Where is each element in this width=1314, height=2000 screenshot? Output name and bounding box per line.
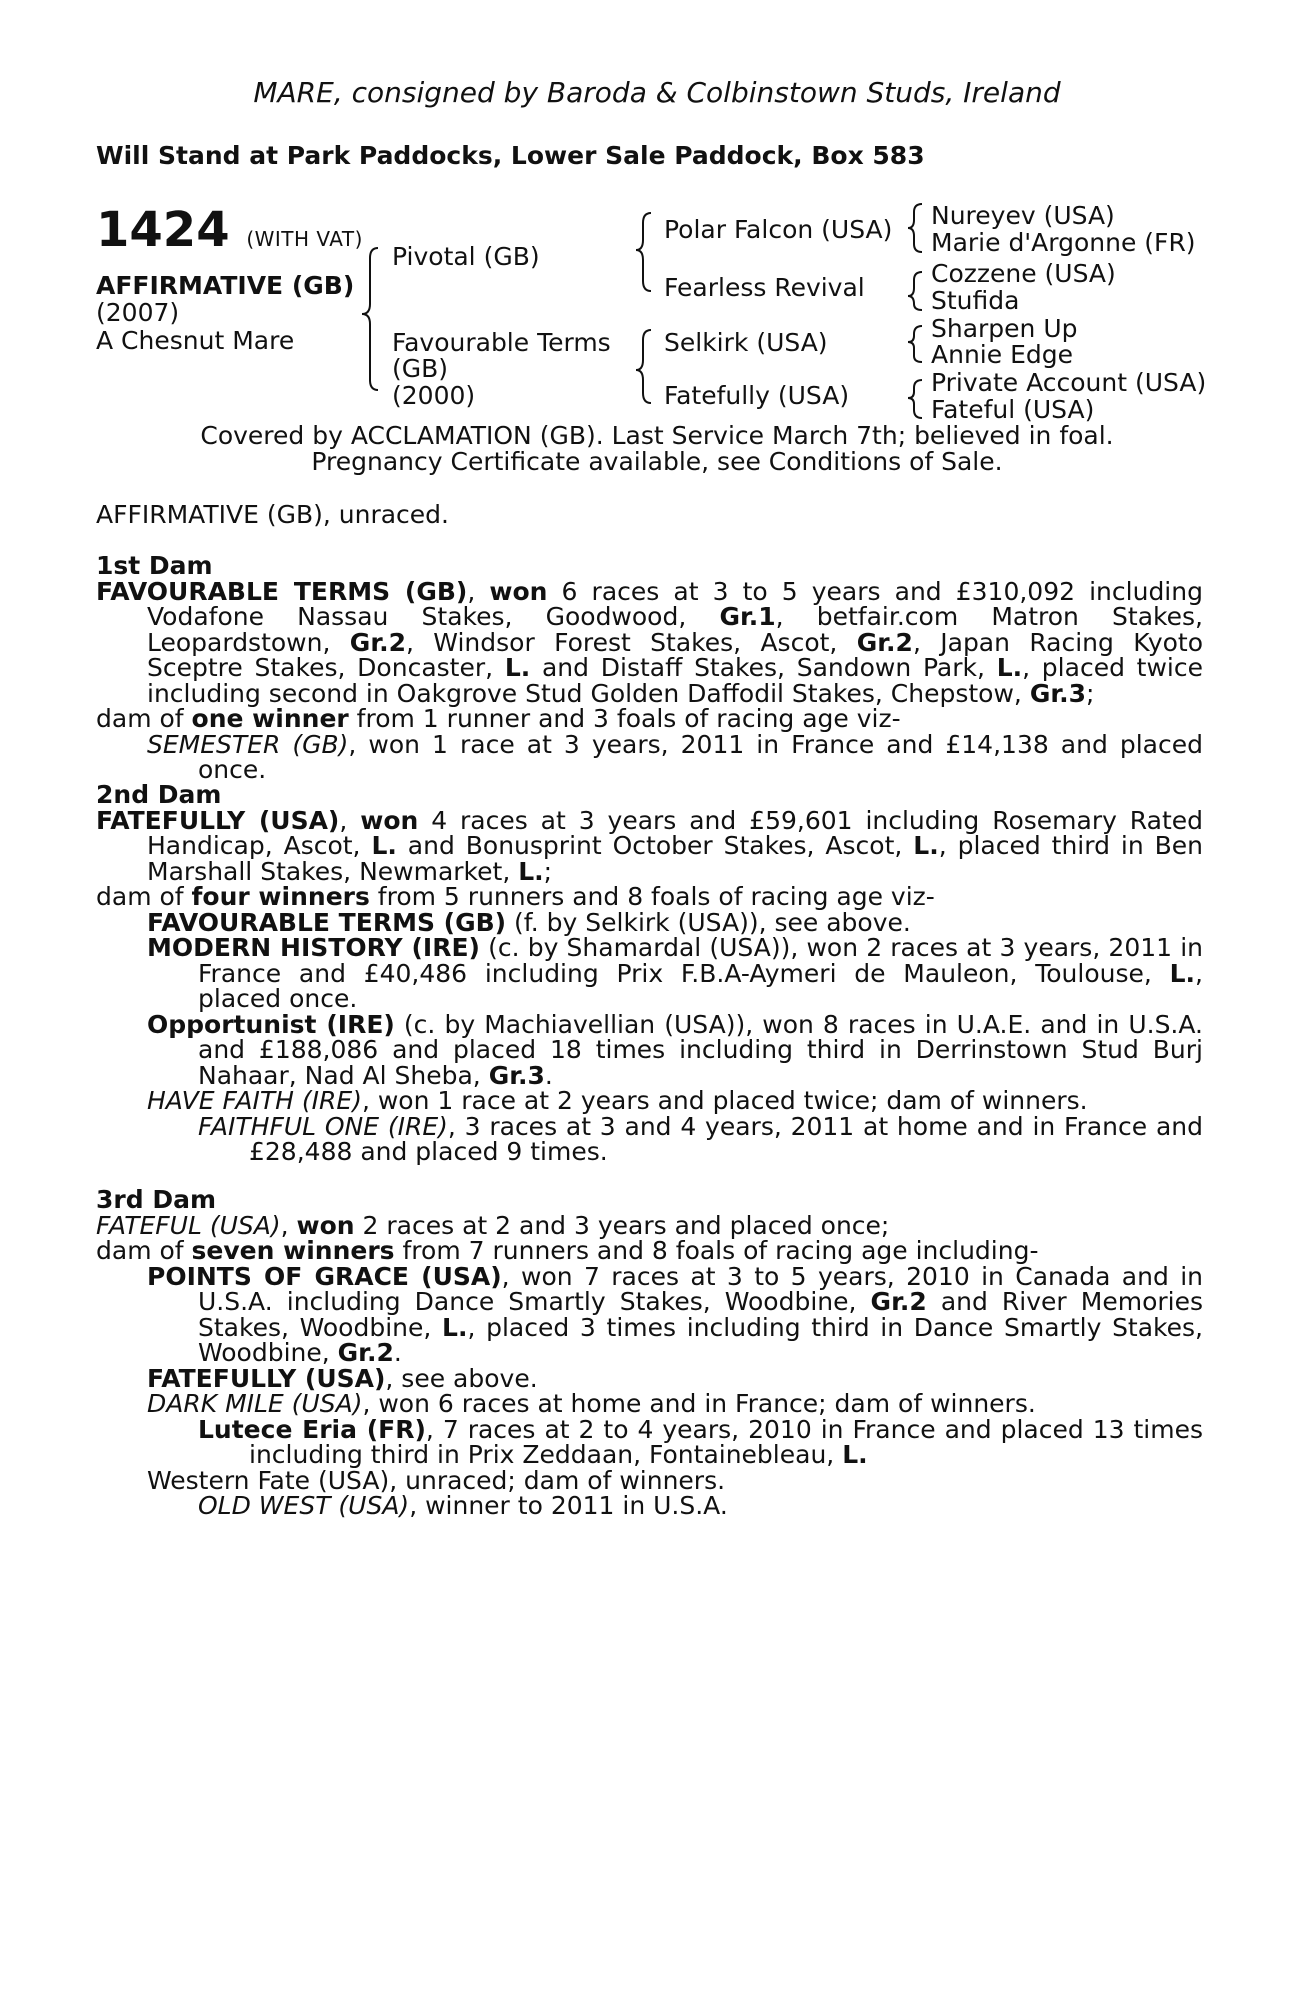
produce-name: HAVE FAITH (IRE) [147,1086,362,1115]
produce-name: FAITHFUL ONE (IRE) [198,1111,448,1141]
won-label: won [360,805,419,835]
grand-produce-entry [96,1493,1203,1519]
listed-label: L. [504,653,531,682]
grade-label: Gr.3 [1029,678,1086,708]
record-text: ; [1086,678,1095,708]
produce-name: Opportunist (IRE) [147,1009,395,1039]
record-text: dam of [96,704,192,733]
record-text: 2 races at 2 and 3 years and placed once; [354,1210,890,1240]
first-dam-produce-summary [96,706,1203,732]
listed-label: L. [842,1440,868,1469]
pedigree-dsd: Annie Edge [931,340,1073,369]
third-dam-produce-summary [96,1238,1203,1264]
record-text: from 7 runners and 8 foals of racing age including- [394,1236,1039,1265]
produce-entry: Western Fate (USA), unraced; dam of winners. [147,1465,726,1495]
won-label: won [296,1210,355,1240]
produce-entry [96,729,1203,784]
pedigree-sire-sire: Polar Falcon (USA) [664,215,893,244]
record-text: . [544,1060,553,1090]
unraced-note: AFFIRMATIVE (GB), unraced. [96,500,449,529]
stand-location: Will Stand at Park Paddocks, Lower Sale Paddock, Box 583 [96,141,925,170]
record-text: , won 1 race at 3 years, 2011 in France and £14,138 and placed once. [198,729,1203,784]
record-text: , won 7 races at 3 to 5 years, 2010 in Canada and in U.S.A. including Dance Smartly Stakes, Woodbine, [198,1261,1203,1316]
third-dam-name: FATEFUL (USA) [96,1210,281,1240]
record-text: and Bonusprint October Stakes, Ascot, [396,831,914,860]
consignor-header: MARE, consigned by Baroda & Colbinstown Studs, Ireland [253,76,1061,109]
horse-year: (2007) [96,298,180,327]
record-text: dam of [96,1236,192,1265]
third-dam-record: FATEFUL (USA), won 2 races at 2 and 3 years and placed once; [96,1210,890,1240]
grade-label: Gr.2 [856,627,913,657]
pedigree-dam-line3: (2000) [392,381,476,410]
second-dam-heading: 2nd Dam [96,780,222,809]
record-text: from 5 runners and 8 foals of racing age viz- [369,882,935,911]
record-text: , betfair.com Matron Stakes, Leopardstown, [147,602,1203,657]
pedigree-ssd: Marie d'Argonne (FR) [931,228,1196,257]
pedigree-dam-line2: (GB) [392,354,449,383]
produce-entry [96,1363,1203,1393]
lot-number-value: 1424 [96,202,230,258]
second-dam-produce-summary [96,884,1203,910]
grade-label: Gr.2 [870,1287,927,1316]
first-dam-section [96,553,1203,783]
grade-label: Gr.2 [337,1338,394,1367]
grade-label: Gr.2 [349,627,406,657]
listed-label: L. [442,1312,468,1342]
produce-name: OLD WEST (USA) [198,1491,410,1520]
third-dam-heading: 3rd Dam [96,1185,216,1214]
pedigree-sss: Nureyev (USA) [931,201,1115,230]
record-text: (f. by Selkirk (USA)), see above. [506,907,911,937]
grade-label: Gr.1 [719,602,776,631]
pedigree-dss: Sharpen Up [931,314,1078,343]
listed-label: L. [371,831,397,860]
first-dam-name: FAVOURABLE TERMS (GB) [96,576,468,606]
grand-produce-entry [96,1414,1203,1469]
produce-entry [96,907,1203,937]
produce-entry [96,1261,1204,1367]
record-text: (c. by Shamardal (USA)), won 2 races at 3 years, 2011 in France and £40,486 including Prix F.B.A-Aymeri de Mauleon, Toulouse, [198,933,1203,988]
winners-count: seven winners [191,1236,395,1265]
produce-name: DARK MILE (USA) [147,1389,363,1418]
record-text: , placed 3 times including third in Dance Smartly Stakes, Woodbine, [198,1312,1203,1367]
listed-label: L. [996,653,1023,682]
listed-label: L. [1169,958,1196,988]
winners-count: four winners [191,882,370,911]
produce-name: MODERN HISTORY (IRE) [147,933,480,962]
grade-label: Gr.3 [488,1060,545,1090]
produce-entry [96,1391,1203,1417]
record-text: , won 1 race at 2 years and placed twice; dam of winners. [361,1086,1088,1115]
record-text: from 1 runner and 3 foals of racing age viz- [348,704,901,733]
first-dam-record: FAVOURABLE TERMS (GB), won 6 races at 3 to 5 years and £310,092 including Vodafone Nassau Stakes, Goodwood, Gr.1, betfair.com Matron Stakes, Leopardstown, Gr.2, Windsor Forest Stakes, Ascot, Gr.2, Japan Racing Kyoto Sceptre Stakes, Doncaster, L. and Distaff Stakes, Sandown Park, L., placed twice including second in Oakgrove Stud Golden Daffodil Stakes, Chepstow, Gr.3; [96,576,1204,708]
record-text: , Japan Racing Kyoto Sceptre Stakes, Doncaster, [147,627,1204,682]
record-text: , see above. [385,1363,538,1393]
produce-name: Lutece Eria (FR) [198,1414,426,1444]
record-text: . [393,1338,402,1367]
grand-produce-entry [96,1111,1203,1166]
horse-description: A Chesnut Mare [96,326,295,355]
record-text: , placed twice including second in Oakgrove Stud Golden Daffodil Stakes, Chepstow, [147,653,1203,708]
pedigree-ddd: Fateful (USA) [931,395,1095,424]
second-dam-name: FATEFULLY (USA) [96,805,340,835]
vat-label: (WITH VAT) [246,227,363,251]
horse-name: AFFIRMATIVE (GB) [96,271,355,300]
pedigree-sdd: Stufida [931,286,1020,315]
second-dam-section [96,782,1203,1165]
record-text: dam of [96,882,192,911]
record-text: , winner to 2011 in U.S.A. [409,1491,728,1520]
covered-note: Covered by ACCLAMATION (GB). Last Service March 7th; believed in foal. [200,421,1114,450]
record-text: 6 races at 3 to 5 years and £310,092 including Vodafone Nassau Stakes, Goodwood, [147,576,1203,631]
first-dam-heading: 1st Dam [96,551,213,580]
record-text: , placed third in Ben Marshall Stakes, Newmarket, [147,831,1203,886]
produce-name: FATEFULLY (USA) [147,1363,386,1393]
record-text: (c. by Machiavellian (USA)), won 8 races in U.A.E. and in U.S.A. and £188,086 and placed 18 times including third in Derrinstown Stud Burj Nahaar, Nad Al Sheba, [198,1009,1203,1090]
produce-name: SEMESTER (GB) [147,729,349,759]
pedigree-sire-dam: Fearless Revival [664,273,865,302]
pedigree-dam-sire: Selkirk (USA) [664,328,828,357]
produce-entry [96,1088,1203,1114]
pregnancy-note: Pregnancy Certificate available, see Conditions of Sale. [311,447,1003,476]
pedigree-dds: Private Account (USA) [931,368,1207,397]
produce-name: POINTS OF GRACE (USA) [147,1261,502,1291]
record-text: , 3 races at 3 and 4 years, 2011 at home and in France and £28,488 and placed 9 times. [249,1111,1203,1166]
produce-entry [96,935,1203,1012]
listed-label: L. [518,856,544,886]
pedigree-dam-line1: Favourable Terms [392,328,611,357]
pedigree-sire: Pivotal (GB) [392,242,540,271]
winners-count: one winner [191,704,349,733]
record-text: and Distaff Stakes, Sandown Park, [530,653,997,682]
record-text: , 7 races at 2 to 4 years, 2010 in France and placed 13 times including third in Prix Zeddaan, Fontainebleau, [249,1414,1203,1469]
second-dam-record: FATEFULLY (USA), won 4 races at 3 years and £59,601 including Rosemary Rated Handicap, Ascot, L. and Bonusprint October Stakes, Ascot, L., placed third in Ben Marshall Stakes, Newmarket, L.; [96,805,1204,886]
record-text: and River Memories Stakes, Woodbine, [198,1287,1204,1342]
pedigree-dam-dam: Fatefully (USA) [664,381,850,410]
record-text: , won 6 races at home and in France; dam of winners. [362,1389,1036,1418]
record-text: ; [543,856,553,886]
listed-label: L. [913,831,939,860]
pedigree-sds: Cozzene (USA) [931,259,1116,288]
produce-name: FAVOURABLE TERMS (GB) [147,907,507,937]
record-text: , Windsor Forest Stakes, Ascot, [405,627,857,657]
third-dam-section [96,1187,1203,1519]
produce-entry [96,1009,1203,1090]
record-text: , placed once. [198,958,1203,1013]
won-label: won [489,576,548,606]
record-text: 4 races at 3 years and £59,601 including Rosemary Rated Handicap, Ascot, [147,805,1204,860]
